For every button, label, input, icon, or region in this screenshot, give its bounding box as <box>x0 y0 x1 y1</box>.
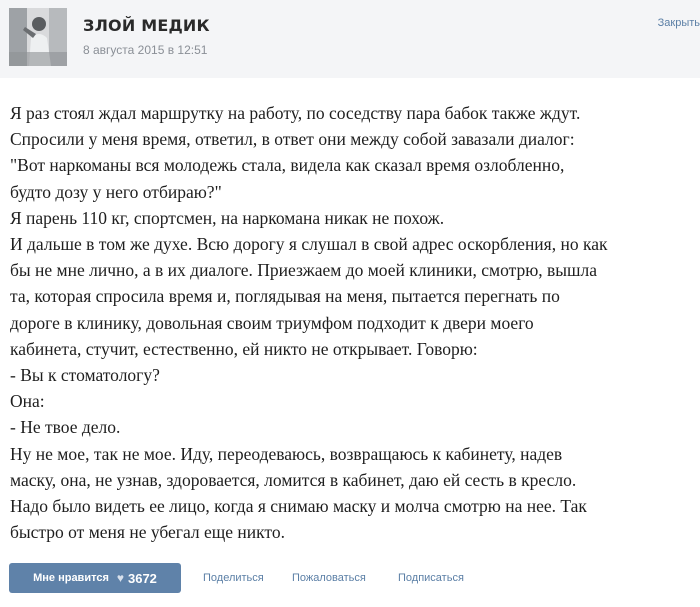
post-text-line: И дальше в том же духе. Всю дорогу я слушал в свой адрес оскорбления, но как <box>10 234 608 255</box>
avatar[interactable] <box>9 8 67 66</box>
post-text-line: Ну не мое, так не мое. Иду, переодеваюсь, возвращаюсь к кабинету, надев <box>10 443 563 464</box>
post-text-line: Она: <box>10 391 45 412</box>
close-link[interactable]: Закрыть <box>657 17 700 29</box>
like-label: Мне нравится <box>33 572 109 584</box>
post-date[interactable]: 8 августа 2015 в 12:51 <box>83 43 208 57</box>
post-header <box>0 0 700 78</box>
group-name[interactable]: ЗЛОЙ МЕДИК <box>83 16 210 35</box>
post-text-line: - Не твое дело. <box>10 417 121 438</box>
post-text-line: Спросили у меня время, ответил, в ответ они между собой завазали диалог: <box>10 129 575 150</box>
post-text-line: дороге в клинику, довольная своим триумфом подходит к двери моего <box>10 312 534 333</box>
post-text-line: Надо было видеть ее лицо, когда я снимаю маску и молча смотрю на нее. Так <box>10 496 587 517</box>
share-link[interactable]: Поделиться <box>203 572 264 584</box>
like-button[interactable] <box>9 563 181 593</box>
post-text-line: "Вот наркоманы вся молодежь стала, видела как сказал время озлобленно, <box>10 155 565 176</box>
post-text-line: будто дозу у него отбираю?" <box>10 181 222 202</box>
report-link[interactable]: Пожаловаться <box>292 572 366 584</box>
post-text-line: быстро от меня не убегал еще никто. <box>10 522 285 543</box>
subscribe-link[interactable]: Подписаться <box>398 572 464 584</box>
heart-icon: ♥ <box>116 571 124 585</box>
post-text-line: кабинета, стучит, естественно, ей никто не открывает. Говорю: <box>10 338 478 359</box>
post-text-line: Я парень 110 кг, спортсмен, на наркомана никак не похож. <box>10 207 445 228</box>
post-text-line: Я раз стоял ждал маршрутку на работу, по соседству пара бабок также ждут. <box>10 103 581 123</box>
like-count: 3672 <box>127 570 157 586</box>
post-text-line: - Вы к стоматологу? <box>10 365 160 386</box>
post-text-line: маску, она, не узнав, здоровается, ломится в кабинет, даю ей сесть в кресло. <box>10 469 577 490</box>
post-footer <box>0 562 700 592</box>
post-text-line: бы не мне лично, а в их диалоге. Приезжаем до моей клиники, смотрю, вышла <box>10 260 598 281</box>
post-text-line: та, которая спросила время и, поглядывая на меня, пытается перегнать по <box>10 286 560 307</box>
post-text <box>10 100 695 545</box>
